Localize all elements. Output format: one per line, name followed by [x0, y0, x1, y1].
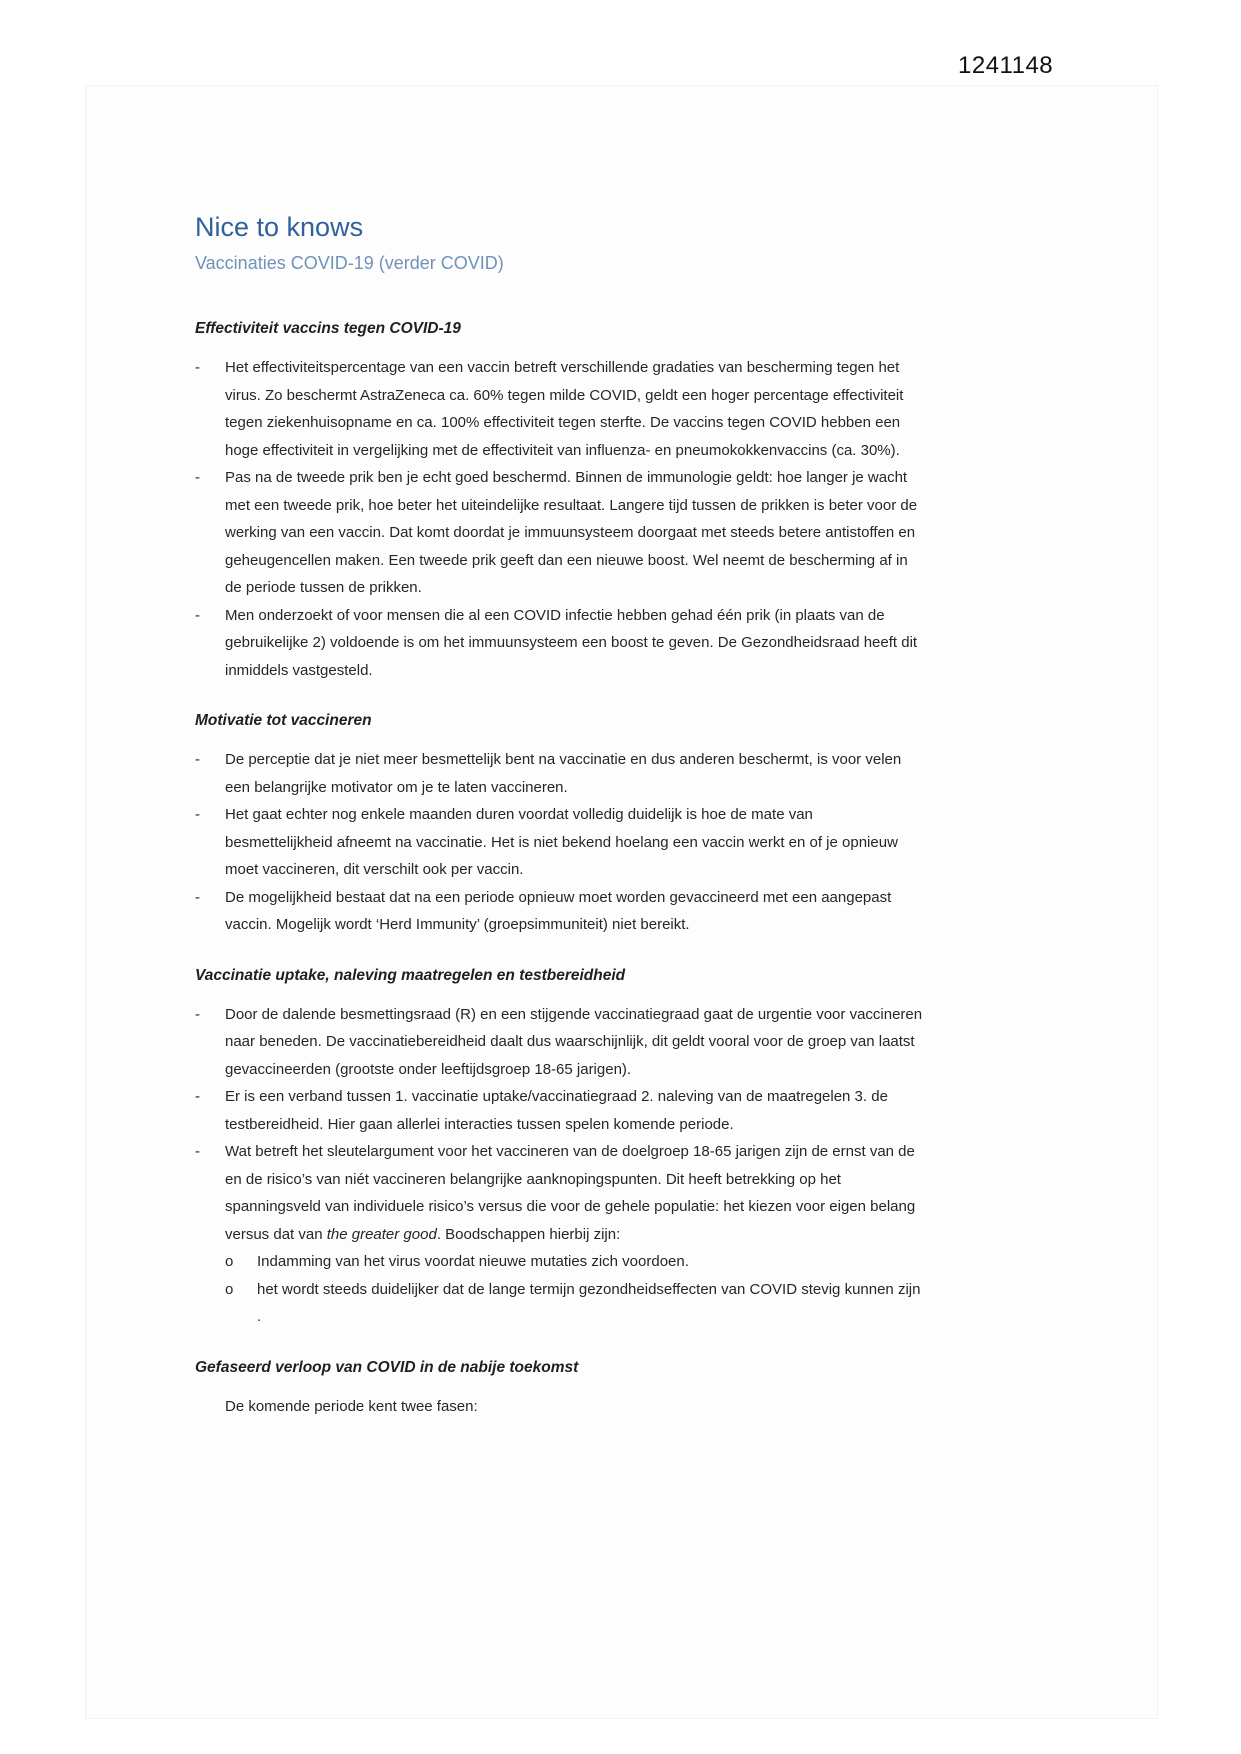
bullet-list [195, 746, 923, 939]
list-item [195, 1083, 923, 1138]
document-section [195, 1359, 923, 1421]
bullet-marker: - [195, 1088, 200, 1105]
bullet-list [195, 1001, 923, 1331]
document-content [195, 212, 923, 1420]
list-item [195, 1001, 923, 1084]
bullet-marker: - [195, 606, 200, 624]
section-heading: Motivatie tot vaccineren [195, 712, 372, 729]
bullet-text: Men onderzoekt of voor mensen die al een COVID infectie hebben gehad één prik (in plaats van de gebruikelijke 2) voldoende is om het immuunsysteem een boost te geven. De Gezondheidsraad heeft dit inmiddels vastgesteld. [225, 606, 918, 679]
document-section [195, 967, 923, 1331]
bullet-text: De perceptie dat je niet meer besmettelijk bent na vaccinatie en dus anderen beschermt, is voor velen een belangrijke motivator om je te laten vaccineren. [225, 751, 902, 796]
sub-list-item [225, 1248, 923, 1276]
page-subtitle: Vaccinaties COVID-19 (verder COVID) [195, 253, 504, 273]
section-heading: Gefaseerd verloop van COVID in de nabije toekomst [195, 1358, 579, 1376]
bullet-marker: - [195, 751, 200, 768]
bullet-text: het wordt steeds duidelijker dat de lange termijn gezondheidseffecten van COVID stevig kunnen zijn . [257, 1280, 921, 1325]
bullet-marker: - [195, 806, 200, 823]
document-section [195, 320, 923, 684]
section-paragraph: De komende periode kent twee fasen: [225, 1397, 478, 1415]
bullet-text: Pas na de tweede prik ben je echt goed beschermd. Binnen de immunologie geldt: hoe langer je wacht met een tweede prik, hoe beter het uiteindelijke resultaat. Langere tijd tussen de prikken is beter voor de werking van een vaccin. Dat komt doordat je immuunsysteem doorgaat met steeds betere antistoffen en geheugencellen maken. Een tweede prik geeft dan een nieuwe boost. Wel neemt de bescherming af in de periode tussen de prikken. [225, 469, 918, 596]
section-heading: Effectiviteit vaccins tegen COVID-19 [195, 320, 461, 337]
text-segment: . Boodschappen hierbij zijn: [436, 1225, 621, 1243]
bullet-marker: - [195, 1005, 200, 1023]
page-number: 1241148 [958, 52, 1054, 79]
list-item [195, 884, 923, 939]
bullet-text: Er is een verband tussen 1. vaccinatie uptake/vaccinatiegraad 2. naleving van de maatregelen 3. de testbereidheid. Hier gaan allerlei interacties tussen spelen komende periode. [225, 1088, 888, 1133]
list-item [195, 602, 923, 685]
bullet-text [225, 1138, 923, 1248]
bullet-text: Het gaat echter nog enkele maanden duren voordat volledig duidelijk is hoe de mate van besmettelijkheid afneemt na vaccinatie. Het is niet bekend hoelang een vaccin werkt en of je opnieuw moet vaccineren, dit verschilt ook per vaccin. [225, 806, 898, 878]
italic-phrase: the greater good [326, 1225, 437, 1243]
bullet-marker: - [195, 469, 200, 486]
bullet-marker: o [225, 1280, 234, 1298]
bullet-marker: - [195, 1143, 200, 1160]
list-item [195, 464, 923, 602]
section-heading: Vaccinatie uptake, naleving maatregelen en testbereidheid [195, 966, 626, 984]
bullet-text: Door de dalende besmettingsraad (R) en een stijgende vaccinatiegraad gaat de urgentie voor vaccineren naar beneden. De vaccinatiebereidheid daalt dus waarschijnlijk, dit geldt vooral voor de groep van laatst gevaccineerden (grootste onder leeftijdsgroep 18-65 jarigen). [225, 1005, 923, 1078]
bullet-text: De mogelijkheid bestaat dat na een periode opnieuw moet worden gevaccineerd met een aangepast vaccin. Mogelijk wordt ‘Herd Immunity’ (groepsimmuniteit) niet bereikt. [225, 888, 892, 933]
list-item [195, 746, 923, 801]
sub-list-item [225, 1276, 923, 1331]
list-item [195, 354, 923, 464]
bullet-list [195, 354, 923, 684]
sections [195, 320, 923, 1420]
bullet-text: Indamming van het virus voordat nieuwe mutaties zich voordoen. [257, 1253, 689, 1270]
bullet-marker: o [225, 1253, 234, 1270]
document-section [195, 712, 923, 939]
page-title: Nice to knows [195, 212, 364, 242]
bullet-marker: - [195, 359, 200, 376]
text-segment: Wat betreft het sleutelargument voor het vaccineren van de doelgroep 18-65 jarigen zijn de ernst van de en de risico’s van niét vaccineren belangrijke aanknopingspunten. Dit heeft betrekking op het spanningsveld van individuele risico’s versus die voor de gehele populatie: het kiezen voor eigen belang versus dat van [225, 1143, 916, 1243]
bullet-marker: - [195, 888, 200, 906]
bullet-text: Het effectiviteitspercentage van een vaccin betreft verschillende gradaties van bescherming tegen het virus. Zo beschermt AstraZeneca ca. 60% tegen milde COVID, geldt een hoger percentage effectiviteit tegen ziekenhuisopname en ca. 100% effectiviteit tegen sterfte. De vaccins tegen COVID hebben een hoge effectiviteit in vergelijking met de effectiviteit van influenza- en pneumokokkenvaccins (ca. 30%). [225, 359, 904, 459]
list-item [195, 1138, 923, 1248]
list-item [195, 801, 923, 884]
